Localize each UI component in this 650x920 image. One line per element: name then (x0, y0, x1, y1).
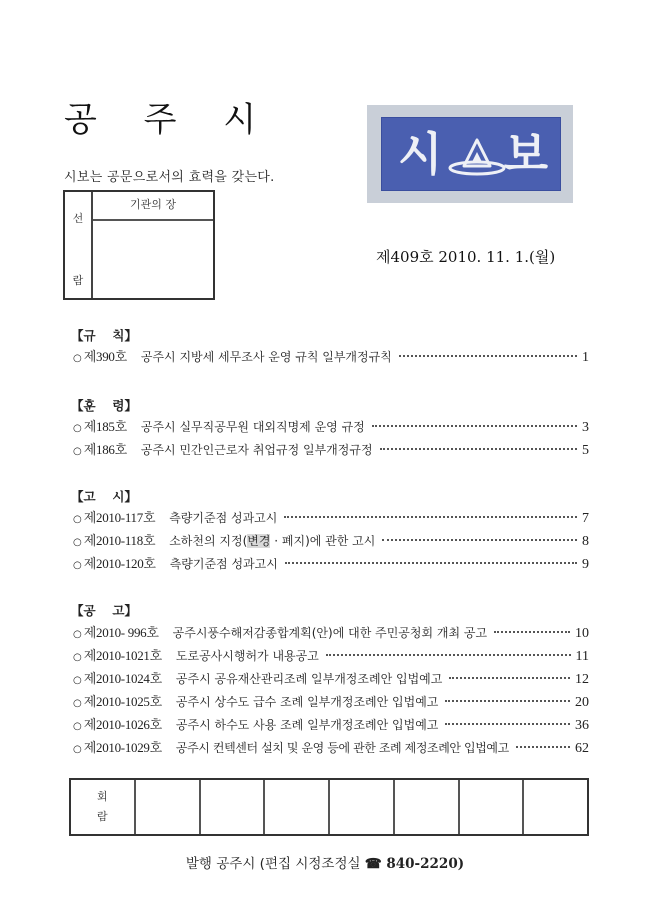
circulation-side-label (65, 192, 93, 298)
dot-leader (445, 700, 570, 702)
dot-leader (380, 448, 577, 450)
entry-title: 공주시 상수도 급수 조례 일부개정조례안 입법예고 (175, 695, 439, 709)
entry-title: 공주시 민간인근로자 취업규정 일부개정규정 (140, 443, 373, 457)
entry-number: 제2010-1025호 (83, 694, 162, 709)
entry-page: 1 (582, 350, 589, 365)
bullet-icon: ○ (73, 721, 82, 732)
reply-label-cell (71, 780, 134, 834)
entry-number: 제2010-117호 (83, 510, 156, 525)
reply-signature-cell (199, 780, 264, 834)
bullet-icon: ○ (73, 514, 82, 525)
entry-title: 측량기준점 성과고시 (169, 557, 278, 571)
section-heading-rules: 【규 칙】 (71, 328, 138, 343)
circulation-header: 기관의 장 (93, 192, 213, 221)
dot-leader (449, 677, 570, 679)
dot-leader (516, 746, 570, 748)
entry-page: 62 (575, 741, 589, 756)
bullet-icon: ○ (73, 652, 82, 663)
entry-number: 제390호 (83, 349, 127, 364)
logo-char-right: 보 (503, 127, 548, 181)
entry-page: 20 (575, 695, 589, 710)
bullet-icon: ○ (73, 744, 82, 755)
dot-leader (372, 425, 577, 427)
reply-label-bottom: 람 (97, 810, 108, 823)
section-heading-announcements: 【공 고】 (71, 603, 138, 618)
dot-leader (399, 355, 577, 357)
bullet-icon: ○ (73, 698, 82, 709)
section-heading-notices: 【고 시】 (71, 489, 138, 504)
bullet-icon: ○ (73, 446, 82, 457)
toc-entry[interactable] (73, 622, 589, 642)
city-title: 공 주 시 (64, 100, 275, 140)
circulation-side-bottom: 람 (72, 274, 84, 287)
bullet-icon: ○ (73, 629, 82, 640)
entry-title-pre: 소하천의 지정( (169, 534, 248, 548)
bullet-icon: ○ (73, 353, 82, 364)
entry-page: 5 (582, 443, 589, 458)
bullet-icon: ○ (73, 560, 82, 571)
bullet-icon: ○ (73, 537, 82, 548)
entry-number: 제2010-1024호 (83, 671, 162, 686)
entry-title: 공주시풍수해저감종합계획(안)에 대한 주민공청회 개최 공고 (172, 626, 488, 640)
circulation-box (63, 190, 215, 300)
toc-entry[interactable] (73, 645, 589, 665)
toc-entry[interactable] (73, 416, 589, 436)
dot-leader (284, 516, 577, 518)
entry-title-highlight: 변경 (247, 534, 271, 548)
entry-number: 제186호 (83, 442, 127, 457)
entry-number: 제2010-118호 (83, 533, 156, 548)
entry-title: 측량기준점 성과고시 (169, 511, 278, 525)
entry-page: 10 (575, 626, 589, 641)
dot-leader (494, 631, 570, 633)
entry-number: 제185호 (83, 419, 127, 434)
circulation-side-top: 선 (72, 212, 84, 225)
toc-entry[interactable] (73, 346, 589, 366)
entry-number: 제2010- 996호 (83, 625, 159, 640)
reply-circulation-grid (69, 778, 589, 836)
entry-title-post: · 폐지)에 관한 고시 (270, 534, 376, 548)
dot-leader (382, 539, 577, 541)
phone-icon: ☎ (364, 856, 382, 872)
footer-publisher: 발행 공주시 (편집 시정조정실 (185, 856, 365, 872)
entry-title: 공주시 지방세 세무조사 운영 규칙 일부개정규칙 (140, 350, 392, 364)
gazette-logo (367, 105, 573, 203)
toc-entry[interactable] (73, 553, 589, 573)
entry-title: 공주시 실무직공무원 대외직명제 운영 규정 (140, 420, 365, 434)
footer-phone: 840-2220) (381, 856, 465, 872)
toc-entry[interactable] (73, 714, 589, 734)
logo-char-left: 시 (398, 127, 443, 181)
reply-signature-cell (522, 780, 587, 834)
toc-entry[interactable] (73, 507, 589, 527)
dot-leader (326, 654, 571, 656)
entry-page: 3 (582, 420, 589, 435)
reply-signature-cell (263, 780, 328, 834)
reply-signature-cell (134, 780, 199, 834)
toc-entry[interactable] (73, 530, 589, 550)
entry-page: 11 (575, 649, 589, 664)
bullet-icon: ○ (73, 675, 82, 686)
entry-page: 9 (582, 557, 589, 572)
toc-entry[interactable] (73, 691, 589, 711)
entry-page: 36 (575, 718, 589, 733)
reply-label-top: 회 (97, 790, 108, 803)
entry-number: 제2010-1029호 (83, 740, 162, 755)
entry-number: 제2010-1021호 (83, 648, 162, 663)
entry-title: 공주시 공유재산관리조례 일부개정조례안 입법예고 (175, 672, 443, 686)
entry-number: 제2010-120호 (83, 556, 156, 571)
publisher-footer (0, 852, 650, 872)
gazette-logo-panel (381, 117, 561, 191)
official-effect-notice: 시보는 공문으로서의 효력을 갖는다. (64, 170, 275, 185)
entry-title: 공주시 컨텍센터 설치 및 운영 등에 관한 조례 제정조례안 입법예고 (175, 741, 509, 755)
bullet-icon: ○ (73, 423, 82, 434)
entry-title: 도로공사시행허가 내용공고 (175, 649, 319, 663)
dot-leader (285, 562, 577, 564)
dot-leader (445, 723, 570, 725)
entry-page: 12 (575, 672, 589, 687)
reply-signature-cell (393, 780, 458, 834)
reply-signature-cell (328, 780, 393, 834)
section-heading-directives: 【훈 령】 (71, 398, 138, 413)
reply-signature-cell (458, 780, 523, 834)
entry-number: 제2010-1026호 (83, 717, 162, 732)
water-drop-emblem-icon (448, 132, 506, 180)
entry-title: 공주시 하수도 사용 조례 일부개정조례안 입법예고 (175, 718, 439, 732)
toc-entry[interactable] (73, 737, 589, 757)
toc-entry[interactable] (73, 668, 589, 688)
toc-entry[interactable] (73, 439, 589, 459)
entry-page: 7 (582, 511, 589, 526)
issue-number-date: 제409호 2010. 11. 1.(월) (376, 248, 556, 266)
entry-title (169, 532, 375, 549)
entry-page: 8 (582, 534, 589, 549)
